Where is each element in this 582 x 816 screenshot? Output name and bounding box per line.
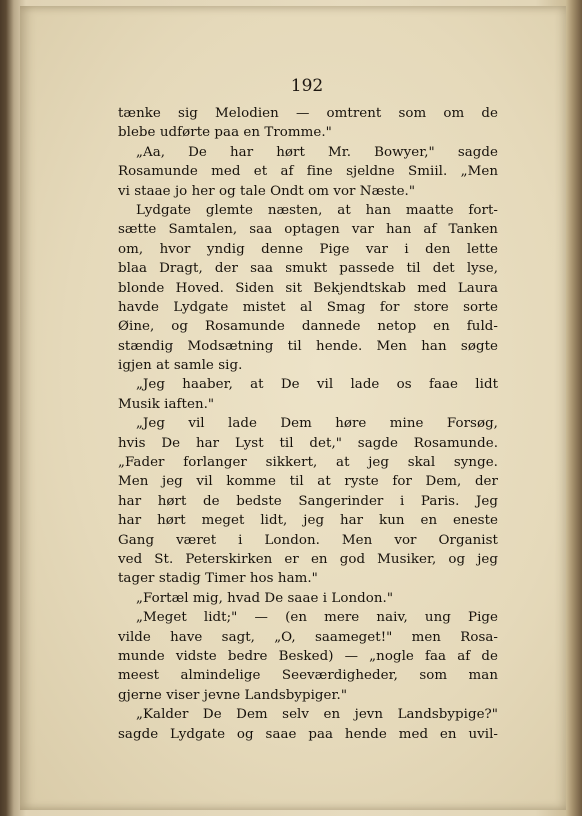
text-line: ved St. Peterskirken er en god Musiker, og jeg (118, 551, 498, 567)
text-line: „Aa, De har hørt Mr. Bowyer," sagde (136, 144, 498, 160)
text-line: blaa Dragt, der saa smukt passede til det lyse, (118, 261, 498, 277)
text-line: meest almindelige Seeværdigheder, som man (118, 668, 498, 684)
text-line: tænke sig Melodien — omtrent som om de (118, 106, 498, 121)
text-line: Rosamunde med et af fine sjeldne Smiil. „Men (118, 164, 498, 180)
text-line: Men jeg vil komme til at ryste for Dem, der (118, 474, 498, 490)
text-line: vilde have sagt, „O, saameget!" men Rosa- (118, 629, 498, 645)
text-line: „Jeg haaber, at De vil lade os faae lidt (136, 377, 498, 393)
text-line: „Fortæl mig, hvad De saae i London." (136, 590, 394, 606)
text-line: stændig Modsætning til hende. Men han søgte (118, 338, 498, 354)
text-line: om, hvor yndig denne Pige var i den lette (118, 241, 498, 257)
text-line: har hørt de bedste Sangerinder i Paris. Jeg (118, 493, 498, 509)
text-line: „Jeg vil lade Dem høre mine Forsøg, (136, 416, 498, 432)
text-line: har hørt meget lidt, jeg har kun en eneste (118, 513, 498, 529)
text-line: igjen at samle sig. (118, 358, 243, 374)
text-line: „Kalder De Dem selv en jevn Landsbypige?" (136, 707, 498, 723)
text-line: blonde Hoved. Siden sit Bekjendtskab med Laura (118, 280, 498, 296)
text-line: Gang været i London. Men vor Organist (118, 532, 498, 548)
text-line: Øine, og Rosamunde dannede netop en fuld- (118, 319, 498, 335)
text-line: „Meget lidt;" — (en mere naiv, ung Pige (136, 610, 498, 626)
text-line: gjerne viser jevne Landsbypiger." (118, 687, 348, 703)
text-line: havde Lydgate mistet al Smag for store sorte (118, 299, 498, 315)
page-edge (566, 0, 582, 816)
text-line: „Fader forlanger sikkert, at jeg skal synge. (118, 455, 498, 471)
text-line: hvis De har Lyst til det," sagde Rosamunde. (118, 435, 498, 451)
text-line: vi staae jo her og tale Ondt om vor Næste." (118, 183, 416, 199)
text-line: sagde Lydgate og saae paa hende med en uvil- (118, 726, 498, 742)
page-number: 192 (290, 76, 324, 96)
text-line: tager stadig Timer hos ham." (118, 571, 318, 587)
text-line: Musik iaften." (118, 396, 215, 412)
text-line: blebe udførte paa en Tromme." (118, 125, 332, 141)
text-line: Lydgate glemte næsten, at han maatte fort- (136, 202, 498, 218)
text-line: munde vidste bedre Besked) — „nogle faa af de (118, 648, 498, 664)
body-text (118, 104, 498, 744)
text-line: sætte Samtalen, saa optagen var han af Tanken (118, 222, 498, 238)
